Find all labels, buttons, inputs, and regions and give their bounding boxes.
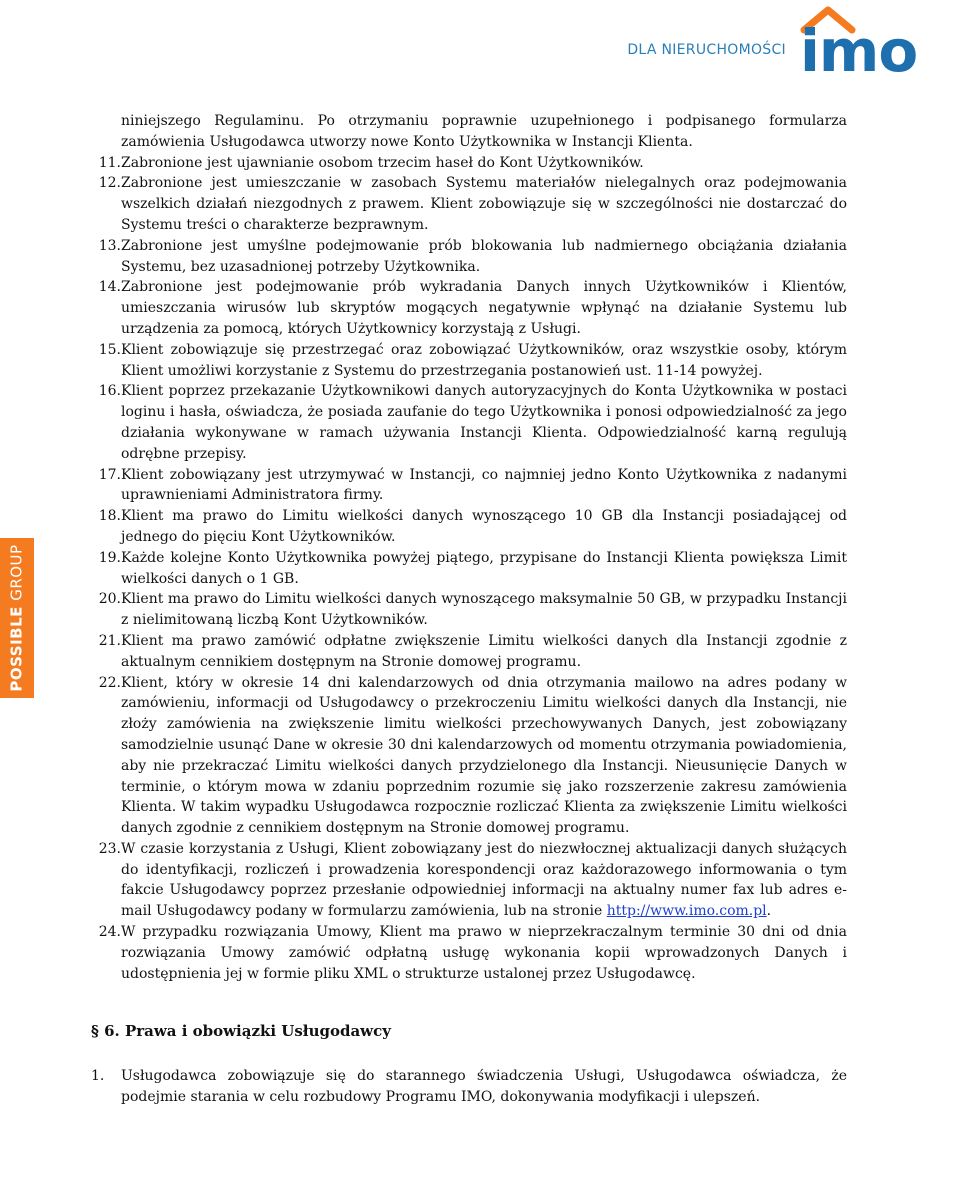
list-item-number: [91, 839, 121, 922]
list-item: [91, 589, 847, 631]
list-item: [91, 631, 847, 673]
list-item-text: [121, 839, 847, 922]
list-item-number-text: 21.: [98, 632, 121, 649]
list-item-body: Zabronione jest umieszczanie w zasobach Systemu materiałów nielegalnych oraz podejmowania wszelkich działań niezgodnych z prawem. Klient zobowiązuje się w szczególności nie dostarczać do Systemu treści o charakterze bezprawnym.: [121, 175, 847, 233]
list-item-number-text: 16.: [98, 383, 121, 400]
logo-tagline: DLA NIERUCHOMOŚCI: [627, 42, 786, 58]
side-brand-strong: POSSIBLE: [8, 606, 26, 692]
list-item-number-text: 19.: [98, 549, 121, 566]
list-item-body: Klient ma prawo do Limitu wielkości danych wynoszącego maksymalnie 50 GB, w przypadku Instancji z nielimitowaną liczbą Kont Użytkowników.: [121, 591, 847, 629]
list-item-number: [91, 1066, 121, 1108]
list-item-text: [121, 548, 847, 590]
section-title: § 6. Prawa i obowiązki Usługodawcy: [91, 1022, 391, 1041]
list-item: [91, 340, 847, 382]
list-item-text: [121, 589, 847, 631]
document-body: [91, 111, 847, 1108]
list-item-text: [121, 153, 847, 174]
list-item: [91, 839, 847, 922]
list-item-number-text: 20.: [98, 591, 121, 608]
list-item-body: Klient ma prawo zamówić odpłatne zwiększenie Limitu wielkości danych dla Instancji zgodnie z aktualnym cennikiem dostępnym na Stronie domowej programu.: [121, 632, 847, 670]
list-item-number: [91, 340, 121, 382]
list-item-text: [121, 277, 847, 339]
imo-logo: [798, 4, 938, 85]
list-item-text: [121, 673, 847, 839]
list-item-body: W czasie korzystania z Usługi, Klient zobowiązany jest do niezwłocznej aktualizacji danych służących do identyfikacji, rozliczeń i prowadzenia korespondencji oraz każdorazowego informowania o tym fakcie Usługodawcy poprzez przesłanie odpowiedniej informacji na aktualny numer fax lub adres e-mail Usługodawcy podany w formularzu zamówienia, lub na stronie: [121, 840, 847, 920]
list-item-number-text: 14.: [98, 279, 121, 296]
list-item-number-text: 17.: [98, 466, 121, 483]
list-item-text: [121, 381, 847, 464]
list-item-number: [91, 673, 121, 839]
list-item-number: [91, 548, 121, 590]
list-item-body: Klient ma prawo do Limitu wielkości danych wynoszącego 10 GB dla Instancji posiadającej od jednego do pięciu Kont Użytkowników.: [121, 508, 847, 545]
list-item-text: [121, 340, 847, 382]
list-item-body: Klient zobowiązany jest utrzymywać w Instancji, co najmniej jedno Konto Użytkownika z nadanymi uprawnieniami Administratora firmy.: [121, 466, 847, 504]
list-item-text: [121, 236, 847, 278]
list-item-text: [121, 1066, 847, 1108]
list-item-number-text: 15.: [98, 341, 121, 358]
list-item: [91, 153, 847, 174]
list-item: [91, 236, 847, 278]
list-item-number-text: 23.: [98, 840, 121, 857]
list-item-number: [91, 173, 121, 235]
list-item-body: Zabronione jest podejmowanie prób wykradania Danych innych Użytkowników i Klientów, umieszczania wirusów lub skryptów mogących negatywnie wpłynąć na działanie Systemu lub urządzenia za pomocą, których Użytkownicy korzystają z Usługi.: [121, 279, 847, 337]
list-item-number: [91, 506, 121, 548]
list-item-body: W przypadku rozwiązania Umowy, Klient ma prawo w nieprzekraczalnym terminie 30 dni od dnia rozwiązania Umowy zamówić odpłatną usługę wykonania kopii wprowadzonych Danych i udostępnienia jej w formie pliku XML o strukturze ustalonej przez Usługodawcę.: [121, 924, 847, 982]
list-item: [91, 548, 847, 590]
logo-wordmark: imo: [800, 17, 918, 85]
list-item-number: [91, 922, 121, 984]
list-item-number-text: 13.: [98, 237, 121, 254]
intro-paragraph: niniejszego Regulaminu. Po otrzymaniu poprawnie uzupełnionego i podpisanego formularza zamówienia Usługodawca utworzy nowe Konto Użytkownika w Instancji Klienta.: [121, 113, 847, 150]
list-item-text: [121, 506, 847, 548]
regulation-list: [91, 153, 847, 985]
list-item-number: [91, 465, 121, 507]
side-brand-tab: [0, 538, 34, 698]
list-item-number-text: 12.: [98, 175, 121, 192]
list-item-number-text: 11.: [98, 154, 121, 171]
header-logo: [627, 4, 938, 85]
website-link[interactable]: http://www.imo.com.pl: [606, 903, 767, 920]
side-brand-text: [8, 544, 26, 691]
list-item-body: Zabronione jest umyślne podejmowanie prób blokowania lub nadmiernego obciążania działania Systemu, bez uzasadnionej potrzeby Użytkownika.: [121, 237, 847, 275]
list-item: [91, 506, 847, 548]
side-brand-light: GROUP: [8, 544, 26, 607]
list-item: [91, 1066, 847, 1108]
list-item: [91, 922, 847, 984]
list-item: [91, 381, 847, 464]
list-item-text: [121, 631, 847, 673]
list-item-number-text: 1.: [91, 1068, 105, 1085]
list-item-number: [91, 631, 121, 673]
list-item: [91, 465, 847, 507]
list-item-body: Klient zobowiązuje się przestrzegać oraz zobowiązać Użytkowników, oraz wszystkie osoby, którym Klient umożliwi korzystanie z Systemu do przestrzegania postanowień ust. 11-14 powyżej.: [121, 341, 847, 379]
list-item-number-text: 22.: [98, 674, 121, 691]
list-item-number: [91, 236, 121, 278]
list-item: [91, 173, 847, 235]
list-item-text: [121, 922, 847, 984]
list-item-text: [121, 173, 847, 235]
list-item-body: Klient, który w okresie 14 dni kalendarzowych od dnia otrzymania mailowo na adres podany w zamówieniu, informacji od Usługodawcy o przekroczeniu Limitu wielkości danych dla Instancji, nie złoży zamówienia na zwiększenie limitu wielkości przechowywanych Danych, jest zobowiązany samodzielnie usunąć Dane w okresie 30 dni kalendarzowych od momentu otrzymania powiadomienia, aby nie przekraczać Limitu wielkości danych przydzielonego dla Instancji. Nieusunięcie Danych w terminie, o którym mowa w zdaniu poprzednim rozumie się jako rozszerzenie zakresu zamówienia Klienta. W takim wypadku Usługodawca rozpocznie rozliczać Klienta za zwiększenie Limitu wielkości danych zgodnie z cennikiem dostępnym na Stronie domowej programu.: [121, 674, 847, 837]
list-item-body: Klient poprzez przekazanie Użytkownikowi danych autoryzacyjnych do Konta Użytkownika w postaci loginu i hasła, oświadcza, że posiada zaufanie do tego Użytkownika i ponosi odpowiedzialność za jego działania wykonywane w ramach używania Instancji Klienta. Odpowiedzialność karną regulują odrębne przepisy.: [121, 383, 847, 462]
list-item-number-text: 24.: [98, 924, 121, 941]
list-item-text: [121, 465, 847, 507]
list-item-body: Usługodawca zobowiązuje się do starannego świadczenia Usługi, Usługodawca oświadcza, że podejmie starania w celu rozbudowy Programu IMO, dokonywania modyfikacji i ulepszeń.: [121, 1068, 847, 1106]
list-item-body: Każde kolejne Konto Użytkownika powyżej piątego, przypisane do Instancji Klienta powiększa Limit wielkości danych o 1 GB.: [121, 549, 847, 587]
list-item: [91, 277, 847, 339]
list-item: [91, 673, 847, 839]
list-item-suffix: .: [766, 903, 772, 920]
list-item-number: [91, 381, 121, 464]
list-item-body: Zabronione jest ujawnianie osobom trzecim haseł do Kont Użytkowników.: [121, 154, 644, 171]
list-item-number: [91, 589, 121, 631]
list-item-number: [91, 277, 121, 339]
section-list: [91, 1066, 847, 1108]
list-item-number-text: 18.: [98, 508, 121, 525]
list-item-number: [91, 153, 121, 174]
